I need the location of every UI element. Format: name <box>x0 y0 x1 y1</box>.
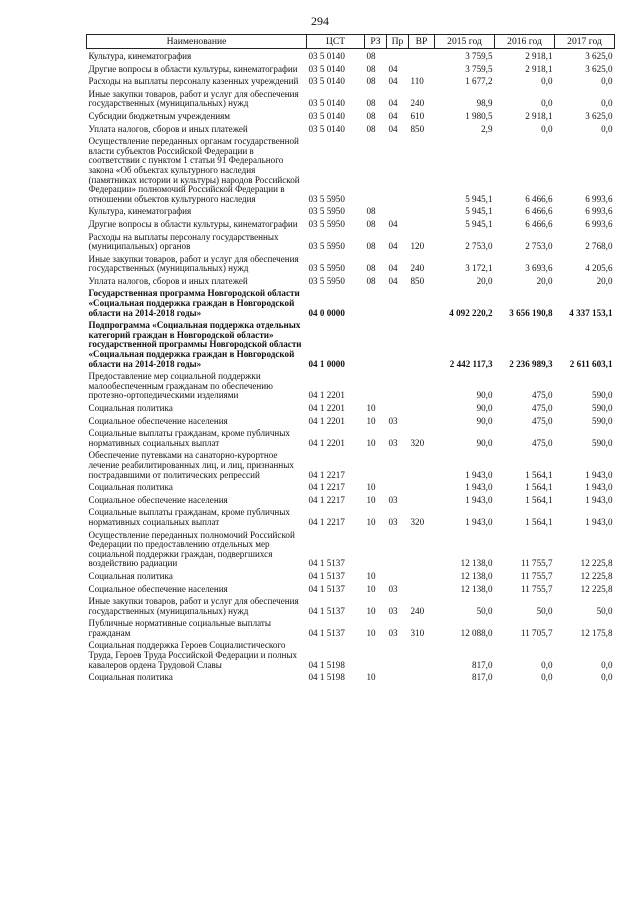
table-row <box>87 493 615 506</box>
row-name: Социальная политика <box>88 482 173 493</box>
row-rz: 08 <box>366 218 376 229</box>
row-name: Социальная политика <box>88 570 173 581</box>
row-name: Подпрограмма «Социальная поддержка отдельных категорий граждан в Новгородской области» государственной программы Новгородской области «Социальная поддержка граждан в Новгородской области на 2014-2018 годы» <box>88 320 302 369</box>
col-header-pr: Пр <box>387 35 409 49</box>
row-name: Социальные выплаты гражданам, кроме публичных нормативных социальных выплат <box>88 507 290 527</box>
row-rz: 08 <box>366 98 376 109</box>
row-pr: 04 <box>388 76 398 87</box>
row-cst: 03 5 0140 <box>308 123 345 134</box>
row-name: Уплата налогов, сборов и иных платежей <box>88 275 248 286</box>
row-2015: 4 092 220,2 <box>449 307 493 318</box>
row-2016: 3 693,6 <box>525 263 553 274</box>
row-cst: 04 1 2217 <box>308 482 345 493</box>
row-pr: 03 <box>388 583 398 594</box>
row-rz: 08 <box>366 206 376 217</box>
row-2015: 12 138,0 <box>460 570 493 581</box>
table-row <box>87 582 615 595</box>
row-pr <box>387 286 409 318</box>
table-body <box>87 49 615 683</box>
row-2017: 0,0 <box>601 672 613 683</box>
row-vr: 610 <box>410 110 425 121</box>
row-cst: 03 5 5950 <box>308 241 345 252</box>
row-vr: 240 <box>410 98 425 109</box>
row-rz: 10 <box>366 415 376 426</box>
row-2015: 1 943,0 <box>465 494 493 505</box>
row-2016: 1 564,1 <box>525 482 553 493</box>
row-cst: 03 5 0140 <box>308 110 345 121</box>
row-pr: 04 <box>388 110 398 121</box>
row-2015: 2 753,0 <box>465 241 493 252</box>
row-vr <box>409 582 435 595</box>
table-row <box>87 480 615 493</box>
row-pr <box>387 318 409 369</box>
row-2017: 3 625,0 <box>585 51 613 61</box>
row-vr <box>409 448 435 480</box>
row-2016: 475,0 <box>532 390 553 401</box>
row-2016: 11 755,7 <box>521 558 553 569</box>
row-rz: 08 <box>366 241 376 252</box>
row-name: Осуществление переданных полномочий Российской Федерации по предоставлению отдельных мер социальной поддержки граждан, подвергшихся воздействию радиации <box>88 529 295 569</box>
table-row <box>87 230 615 252</box>
row-2017: 4 205,6 <box>585 263 613 274</box>
row-pr <box>387 528 409 569</box>
row-2017: 12 225,8 <box>580 570 613 581</box>
row-cst: 03 5 5950 <box>308 206 345 217</box>
row-2015: 3 172,1 <box>465 263 493 274</box>
table-row <box>87 426 615 448</box>
row-2015: 90,0 <box>476 437 493 448</box>
row-2015: 1 943,0 <box>465 482 493 493</box>
row-vr <box>409 569 435 582</box>
row-rz <box>365 134 387 204</box>
row-2016: 475,0 <box>532 403 553 413</box>
row-vr <box>409 414 435 427</box>
row-2015: 2,9 <box>481 123 493 134</box>
row-vr <box>409 286 435 318</box>
row-cst: 03 5 0140 <box>308 76 345 87</box>
row-2017: 590,0 <box>592 403 613 413</box>
table-row <box>87 369 615 401</box>
row-cst: 03 5 0140 <box>308 51 345 61</box>
row-2017: 50,0 <box>596 605 613 616</box>
table-row <box>87 528 615 569</box>
page-number: 294 <box>311 14 329 28</box>
row-cst: 04 1 2201 <box>308 403 345 413</box>
table-row <box>87 252 615 274</box>
row-2016: 2 918,1 <box>525 110 553 121</box>
table-row <box>87 569 615 582</box>
row-name: Культура, кинематография <box>88 206 192 217</box>
row-pr: 04 <box>388 218 398 229</box>
table-header-row <box>87 35 615 49</box>
row-2016: 0,0 <box>541 672 553 683</box>
table-row <box>87 87 615 109</box>
row-2016: 1 564,1 <box>525 469 553 480</box>
row-pr <box>387 480 409 493</box>
row-2016: 2 918,1 <box>525 51 553 61</box>
row-rz: 10 <box>366 516 376 527</box>
row-2016: 0,0 <box>541 98 553 109</box>
row-2016: 0,0 <box>541 76 553 87</box>
row-rz: 08 <box>366 51 376 61</box>
row-cst: 04 1 5137 <box>308 558 345 569</box>
row-name: Расходы на выплаты персоналу государственных (муниципальных) органов <box>88 231 279 252</box>
row-name: Социальная политика <box>88 403 173 413</box>
row-name: Обеспечение путевками на санаторно-курортное лечение реабилитированных лиц, и лиц, признанных пострадавшими от политических репрессий <box>88 450 294 480</box>
row-vr <box>409 217 435 230</box>
row-rz <box>365 448 387 480</box>
row-pr <box>387 448 409 480</box>
row-vr: 240 <box>410 605 425 616</box>
row-2017: 12 175,8 <box>580 627 613 638</box>
row-cst: 04 1 0000 <box>308 358 345 369</box>
row-name: Социальные выплаты гражданам, кроме публичных нормативных социальных выплат <box>88 428 290 448</box>
row-rz: 08 <box>366 123 376 134</box>
col-header-2017: 2017 год <box>555 35 615 49</box>
row-name: Иные закупки товаров, работ и услуг для обеспечения государственных (муниципальных) нужд <box>88 253 299 274</box>
row-2016: 2 753,0 <box>525 241 553 252</box>
row-2015: 817,0 <box>472 672 493 683</box>
table-row <box>87 49 615 62</box>
table-row <box>87 122 615 135</box>
row-cst: 04 1 5198 <box>308 672 345 683</box>
row-name: Иные закупки товаров, работ и услуг для обеспечения государственных (муниципальных) нужд <box>88 596 299 616</box>
row-vr: 310 <box>410 627 425 638</box>
row-2016: 6 466,6 <box>525 206 553 217</box>
row-2015: 5 945,1 <box>465 218 493 229</box>
row-2015: 5 945,1 <box>465 193 493 204</box>
row-pr: 04 <box>388 241 398 252</box>
col-header-cst: ЦСТ <box>307 35 365 49</box>
row-vr <box>409 480 435 493</box>
row-2015: 1 677,2 <box>465 76 493 87</box>
table-row <box>87 109 615 122</box>
row-rz <box>365 286 387 318</box>
row-name: Предоставление мер социальной поддержки малообеспеченным гражданам по обеспечению протезно-ортопедическими изделиями <box>88 371 273 401</box>
row-rz: 10 <box>366 437 376 448</box>
row-2017: 590,0 <box>592 415 613 426</box>
row-rz: 08 <box>366 76 376 87</box>
row-pr <box>387 569 409 582</box>
col-header-name: Наименование <box>87 35 307 49</box>
table-row <box>87 217 615 230</box>
row-cst: 04 1 2201 <box>308 415 345 426</box>
row-vr <box>409 528 435 569</box>
row-rz: 10 <box>366 403 376 413</box>
row-2015: 50,0 <box>476 605 493 616</box>
col-header-rz: РЗ <box>365 35 387 49</box>
row-name: Социальная политика <box>88 672 173 683</box>
row-cst: 03 5 5950 <box>308 193 345 204</box>
row-2017: 1 943,0 <box>585 469 613 480</box>
row-rz <box>365 638 387 670</box>
table-row <box>87 318 615 369</box>
row-2015: 1 943,0 <box>465 516 493 527</box>
table-row <box>87 638 615 670</box>
row-vr: 850 <box>410 275 425 286</box>
row-pr <box>387 401 409 414</box>
row-rz: 10 <box>366 627 376 638</box>
row-rz: 08 <box>366 63 376 74</box>
row-pr: 03 <box>388 415 398 426</box>
row-vr: 320 <box>410 516 425 527</box>
row-pr <box>387 204 409 217</box>
row-2016: 1 564,1 <box>525 494 553 505</box>
table-row <box>87 286 615 318</box>
row-cst: 04 1 5137 <box>308 627 345 638</box>
row-vr: 120 <box>410 241 425 252</box>
row-pr: 04 <box>388 63 398 74</box>
row-2017: 6 993,6 <box>585 206 613 217</box>
row-vr <box>409 401 435 414</box>
row-2016: 20,0 <box>536 275 553 286</box>
table-row <box>87 401 615 414</box>
table-row <box>87 448 615 480</box>
row-2016: 475,0 <box>532 415 553 426</box>
row-rz: 10 <box>366 494 376 505</box>
row-vr: 110 <box>410 76 424 87</box>
row-2016: 1 564,1 <box>525 516 553 527</box>
table-row <box>87 62 615 75</box>
table-row <box>87 505 615 527</box>
row-pr <box>387 638 409 670</box>
row-vr <box>409 369 435 401</box>
row-cst: 04 1 5137 <box>308 605 345 616</box>
row-2015: 5 945,1 <box>465 206 493 217</box>
row-2017: 0,0 <box>601 76 613 87</box>
row-cst: 04 1 5137 <box>308 583 345 594</box>
row-cst: 03 5 0140 <box>308 63 345 74</box>
row-cst: 03 5 5950 <box>308 275 345 286</box>
row-cst: 04 1 5137 <box>308 570 345 581</box>
row-rz: 10 <box>366 482 376 493</box>
table-row <box>87 204 615 217</box>
row-2017: 0,0 <box>601 98 613 109</box>
row-cst: 04 1 2217 <box>308 494 345 505</box>
row-2017: 12 225,8 <box>580 558 613 569</box>
row-vr: 850 <box>410 123 425 134</box>
row-cst: 03 5 5950 <box>308 218 345 229</box>
row-2016: 2 236 989,3 <box>509 358 553 369</box>
row-cst: 04 1 2217 <box>308 516 345 527</box>
row-vr: 240 <box>410 263 425 274</box>
row-name: Расходы на выплаты персоналу казенных учреждений <box>88 76 299 87</box>
row-rz: 08 <box>366 263 376 274</box>
row-2016: 3 656 190,8 <box>509 307 553 318</box>
row-name: Социальное обеспечение населения <box>88 583 228 594</box>
row-name: Публичные нормативные социальные выплаты гражданам <box>88 618 271 638</box>
row-name: Социальная поддержка Героев Социалистического Труда, Героев Труда Российской Федерации и полных кавалеров ордена Трудовой Славы <box>88 640 298 670</box>
row-cst: 04 1 2201 <box>308 437 345 448</box>
row-2016: 0,0 <box>541 123 553 134</box>
row-2016: 11 755,7 <box>521 583 553 594</box>
row-name: Субсидии бюджетным учреждениям <box>88 110 231 121</box>
row-2015: 12 138,0 <box>460 558 493 569</box>
row-name: Государственная программа Новгородской области «Социальная поддержка граждан в Новгородской области на 2014-2018 годы» <box>88 288 300 318</box>
row-2015: 3 759,5 <box>465 63 493 74</box>
row-pr: 03 <box>388 494 398 505</box>
row-2017: 590,0 <box>592 390 613 401</box>
row-rz: 08 <box>366 110 376 121</box>
row-2015: 12 138,0 <box>460 583 493 594</box>
budget-table <box>86 34 615 683</box>
row-2017: 4 337 153,1 <box>569 307 613 318</box>
row-2016: 50,0 <box>536 605 553 616</box>
table-row <box>87 134 615 204</box>
row-pr: 04 <box>388 275 398 286</box>
row-rz <box>365 318 387 369</box>
row-name: Другие вопросы в области культуры, кинематографии <box>88 218 298 229</box>
row-2015: 90,0 <box>476 403 493 413</box>
row-rz <box>365 369 387 401</box>
row-name: Социальное обеспечение населения <box>88 494 228 505</box>
row-rz: 10 <box>366 605 376 616</box>
table-row <box>87 74 615 87</box>
row-2016: 2 918,1 <box>525 63 553 74</box>
row-2016: 11 705,7 <box>521 627 553 638</box>
row-cst: 03 5 5950 <box>308 263 345 274</box>
row-rz: 10 <box>366 583 376 594</box>
table-row <box>87 414 615 427</box>
row-vr <box>409 204 435 217</box>
col-header-2015: 2015 год <box>435 35 495 49</box>
row-vr <box>409 134 435 204</box>
row-pr: 04 <box>388 263 398 274</box>
row-2017: 20,0 <box>596 275 613 286</box>
row-2016: 6 466,6 <box>525 218 553 229</box>
row-vr <box>409 670 435 683</box>
row-2015: 1 980,5 <box>465 110 493 121</box>
row-name: Осуществление переданных органам государственной власти субъектов Российской Федерации в соответствии с пунктом 1 статьи 91 Федерального закона «Об объектах культурного наследия (памятниках истории и культуры) народов Российской Федерации» полномочий Российской Федерации в отношении объектов культурного наследия <box>88 136 300 204</box>
row-2015: 2 442 117,3 <box>449 358 493 369</box>
row-2017: 2 611 603,1 <box>569 358 613 369</box>
row-vr <box>409 49 435 62</box>
table-row <box>87 616 615 638</box>
row-name: Социальное обеспечение населения <box>88 415 228 426</box>
row-name: Иные закупки товаров, работ и услуг для обеспечения государственных (муниципальных) нужд <box>88 88 299 109</box>
row-2017: 0,0 <box>601 659 613 670</box>
row-name: Уплата налогов, сборов и иных платежей <box>88 123 248 134</box>
row-2017: 3 625,0 <box>585 63 613 74</box>
row-2017: 590,0 <box>592 437 613 448</box>
row-rz: 10 <box>366 570 376 581</box>
row-name: Другие вопросы в области культуры, кинематографии <box>88 63 298 74</box>
row-2015: 98,9 <box>476 98 493 109</box>
row-vr <box>409 62 435 75</box>
table-row <box>87 670 615 683</box>
row-2016: 11 755,7 <box>521 570 553 581</box>
row-2017: 12 225,8 <box>580 583 613 594</box>
row-2015: 817,0 <box>472 659 493 670</box>
row-pr <box>387 670 409 683</box>
row-pr: 04 <box>388 98 398 109</box>
row-cst: 03 5 0140 <box>308 98 345 109</box>
row-2017: 6 993,6 <box>585 193 613 204</box>
row-2017: 1 943,0 <box>585 494 613 505</box>
row-2017: 0,0 <box>601 123 613 134</box>
row-pr <box>387 369 409 401</box>
row-2016: 6 466,6 <box>525 193 553 204</box>
row-2015: 1 943,0 <box>465 469 493 480</box>
row-2015: 90,0 <box>476 415 493 426</box>
row-pr <box>387 49 409 62</box>
row-pr: 03 <box>388 627 398 638</box>
table-row <box>87 594 615 616</box>
row-2017: 1 943,0 <box>585 482 613 493</box>
row-2015: 3 759,5 <box>465 51 493 61</box>
row-cst: 04 1 2217 <box>308 469 345 480</box>
col-header-2016: 2016 год <box>495 35 555 49</box>
row-2015: 12 088,0 <box>460 627 493 638</box>
row-2017: 1 943,0 <box>585 516 613 527</box>
row-2016: 475,0 <box>532 437 553 448</box>
row-cst: 04 1 5198 <box>308 659 345 670</box>
col-header-vr: ВР <box>409 35 435 49</box>
row-rz: 08 <box>366 275 376 286</box>
row-2017: 2 768,0 <box>585 241 613 252</box>
row-vr <box>409 318 435 369</box>
row-rz <box>365 528 387 569</box>
row-pr: 03 <box>388 516 398 527</box>
row-pr <box>387 134 409 204</box>
row-pr: 04 <box>388 123 398 134</box>
row-name: Культура, кинематография <box>88 51 192 61</box>
row-2017: 6 993,6 <box>585 218 613 229</box>
row-vr: 320 <box>410 437 425 448</box>
row-vr <box>409 493 435 506</box>
row-rz: 10 <box>366 672 376 683</box>
row-vr <box>409 638 435 670</box>
row-2015: 90,0 <box>476 390 493 401</box>
row-2016: 0,0 <box>541 659 553 670</box>
row-cst: 04 0 0000 <box>308 307 345 318</box>
row-2015: 20,0 <box>476 275 493 286</box>
row-pr: 03 <box>388 437 398 448</box>
row-pr: 03 <box>388 605 398 616</box>
row-2017: 3 625,0 <box>585 110 613 121</box>
row-cst: 04 1 2201 <box>308 390 345 401</box>
table-row <box>87 274 615 287</box>
